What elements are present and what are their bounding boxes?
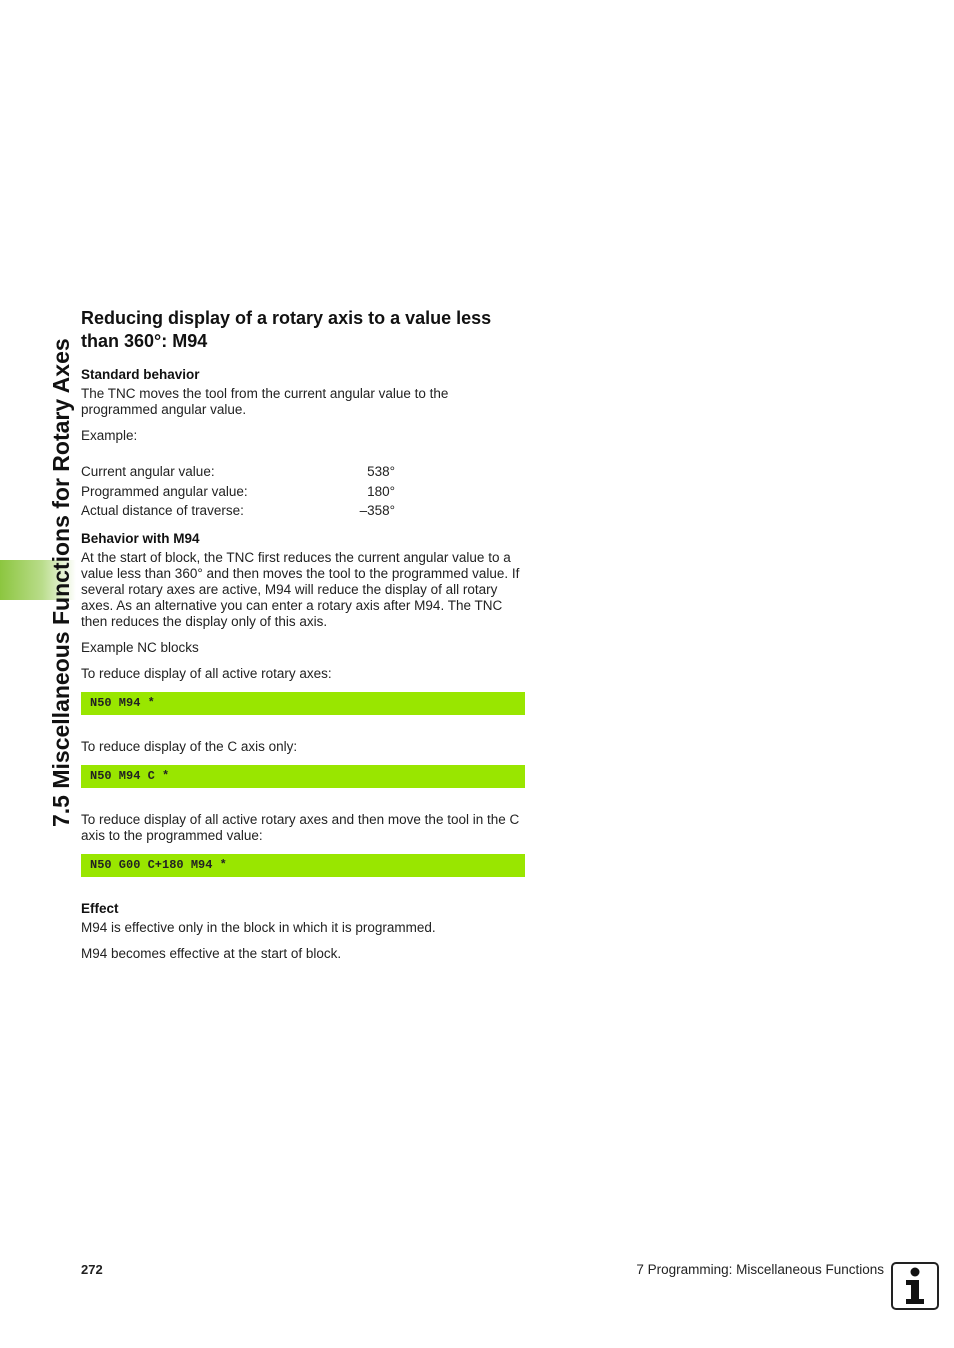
value-amount: –358° (359, 503, 395, 518)
reduce-all-label: To reduce display of all active rotary axes: (81, 665, 332, 681)
angular-values-table (81, 462, 395, 521)
value-row (81, 501, 395, 521)
nc-code-block: N50 M94 * (81, 692, 525, 715)
value-label: Programmed angular value: (81, 483, 248, 499)
footer-chapter-title: 7 Programming: Miscellaneous Functions (636, 1262, 884, 1277)
nc-code-block: N50 M94 C * (81, 765, 525, 788)
example-label: Example: (81, 428, 138, 443)
nc-code-block: N50 G00 C+180 M94 * (81, 854, 525, 877)
m94-behavior-heading: Behavior with M94 (81, 530, 200, 546)
standard-behavior-heading: Standard behavior (81, 367, 200, 382)
effect-text: M94 becomes effective at the start of block. (81, 945, 342, 961)
info-glyph-icon (900, 1266, 930, 1306)
page-number: 272 (81, 1262, 103, 1277)
effect-heading: Effect (81, 900, 119, 916)
info-icon (891, 1262, 939, 1310)
effect-text: M94 is effective only in the block in which it is programmed. (81, 919, 436, 935)
chapter-sidebar-title: 7.5 Miscellaneous Functions for Rotary Axes (48, 338, 74, 827)
reduce-c-label: To reduce display of the C axis only: (81, 738, 298, 754)
main-content (81, 307, 525, 972)
value-amount: 538° (367, 464, 395, 479)
example-nc-label: Example NC blocks (81, 639, 199, 655)
section-title: Reducing display of a rotary axis to a value less than 360°: M94 (81, 308, 492, 351)
m94-behavior-text: At the start of block, the TNC first reduces the current angular value to a value less than 360° and then moves the tool to the programmed value. If several rotary axes are active, M94 will reduce the display of all rotary axes. As an alternative you can enter a rotary axis after M94. The TNC then reduces the display only of this axis. (81, 549, 520, 629)
value-amount: 180° (367, 483, 395, 499)
value-label: Actual distance of traverse: (81, 503, 244, 518)
value-label: Current angular value: (81, 464, 215, 479)
value-row (81, 482, 395, 502)
value-row (81, 462, 395, 482)
standard-behavior-text: The TNC moves the tool from the current angular value to the programmed angular value. (81, 386, 449, 417)
reduce-move-label: To reduce display of all active rotary axes and then move the tool in the C axis to the programmed value: (81, 811, 520, 843)
